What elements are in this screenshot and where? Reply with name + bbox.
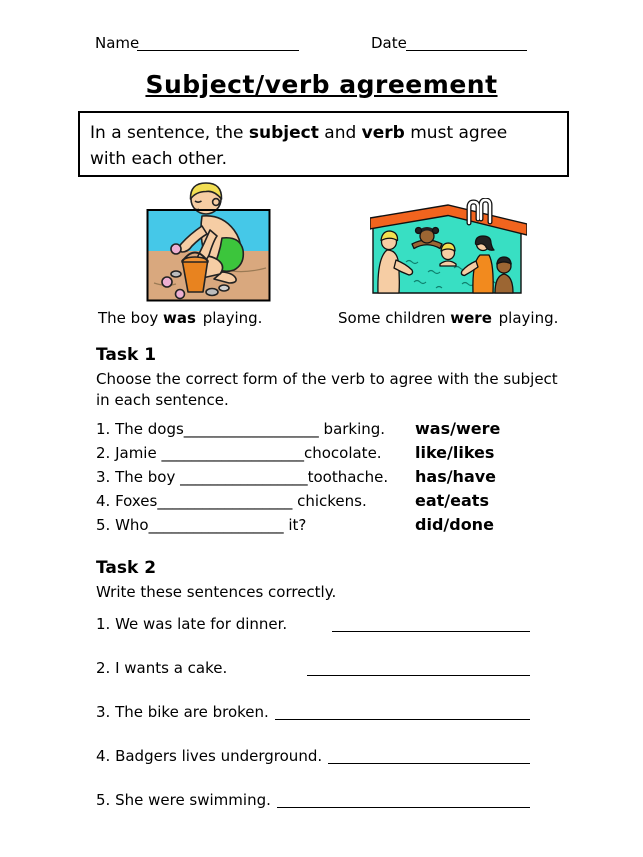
task2-heading: Task 2 — [96, 558, 157, 578]
caption-bold-verb: were — [450, 309, 492, 327]
task1-section — [96, 344, 566, 537]
task2-item — [96, 791, 530, 809]
caption-bold-verb: was — [163, 309, 196, 327]
example-caption-pool — [338, 309, 558, 327]
task1-sentence: 5. Who__________________ it? — [96, 516, 307, 534]
task2-section — [96, 557, 566, 835]
name-label: Name — [95, 34, 140, 52]
task2-item — [96, 703, 530, 721]
task1-options: like/likes — [415, 443, 495, 462]
intro-bold-verb: verb — [361, 123, 405, 143]
task1-sentence: 3. The boy _________________toothache. — [96, 468, 389, 486]
task1-sentence: 4. Foxes__________________ chickens. — [96, 492, 367, 510]
intro-text-post: must agree — [404, 123, 508, 143]
task2-item — [96, 659, 530, 677]
answer-line — [277, 791, 530, 808]
task1-item — [96, 465, 566, 489]
task1-options: has/have — [415, 467, 497, 486]
task1-item — [96, 489, 566, 513]
task1-item — [96, 441, 566, 465]
task1-item — [96, 417, 566, 441]
example-caption-boy — [98, 309, 262, 327]
task2-sentence: 4. Badgers lives underground. — [96, 747, 323, 765]
task1-options: did/done — [415, 515, 494, 534]
answer-line — [307, 659, 530, 676]
intro-text-mid: and — [318, 123, 362, 143]
task1-heading: Task 1 — [96, 345, 157, 365]
task2-item — [96, 615, 530, 633]
answer-line — [328, 747, 530, 764]
caption-text: Some children — [338, 309, 451, 327]
task2-sentence: 1. We was late for dinner. — [96, 615, 288, 633]
task2-sentence: 5. She were swimming. — [96, 791, 271, 809]
task2-sentence: 2. I wants a cake. — [96, 659, 228, 677]
caption-text: The boy — [98, 309, 164, 327]
task1-options: eat/eats — [415, 491, 489, 510]
task1-item — [96, 513, 566, 537]
intro-bold-subject: subject — [248, 123, 319, 143]
task1-sentence: 1. The dogs__________________ barking. — [96, 420, 386, 438]
task1-options: was/were — [415, 419, 501, 438]
task2-instruction: Write these sentences correctly. — [96, 583, 337, 601]
date-label: Date — [371, 34, 407, 52]
task2-sentence: 3. The bike are broken. — [96, 703, 269, 721]
task2-item — [96, 747, 530, 765]
task1-instruction-line2: in each sentence. — [96, 391, 229, 409]
answer-line — [275, 703, 530, 720]
task1-sentence: 2. Jamie ___________________chocolate. — [96, 444, 382, 462]
intro-text-line2: with each other. — [90, 149, 228, 170]
task1-instruction — [96, 369, 566, 411]
children-swimming-pool-illustration — [370, 198, 527, 296]
caption-text: playing. — [197, 309, 263, 327]
answer-line — [332, 615, 530, 632]
worksheet-title: Subject/verb agreement — [145, 70, 498, 99]
boy-playing-sand-illustration — [146, 182, 272, 303]
task1-instruction-line1: Choose the correct form of the verb to agree with the subject — [96, 370, 558, 388]
intro-rule-box — [78, 111, 569, 177]
name-blank-line — [137, 34, 299, 51]
intro-text-pre: In a sentence, the — [90, 123, 249, 143]
caption-text: playing. — [493, 309, 559, 327]
date-blank-line — [406, 34, 527, 51]
